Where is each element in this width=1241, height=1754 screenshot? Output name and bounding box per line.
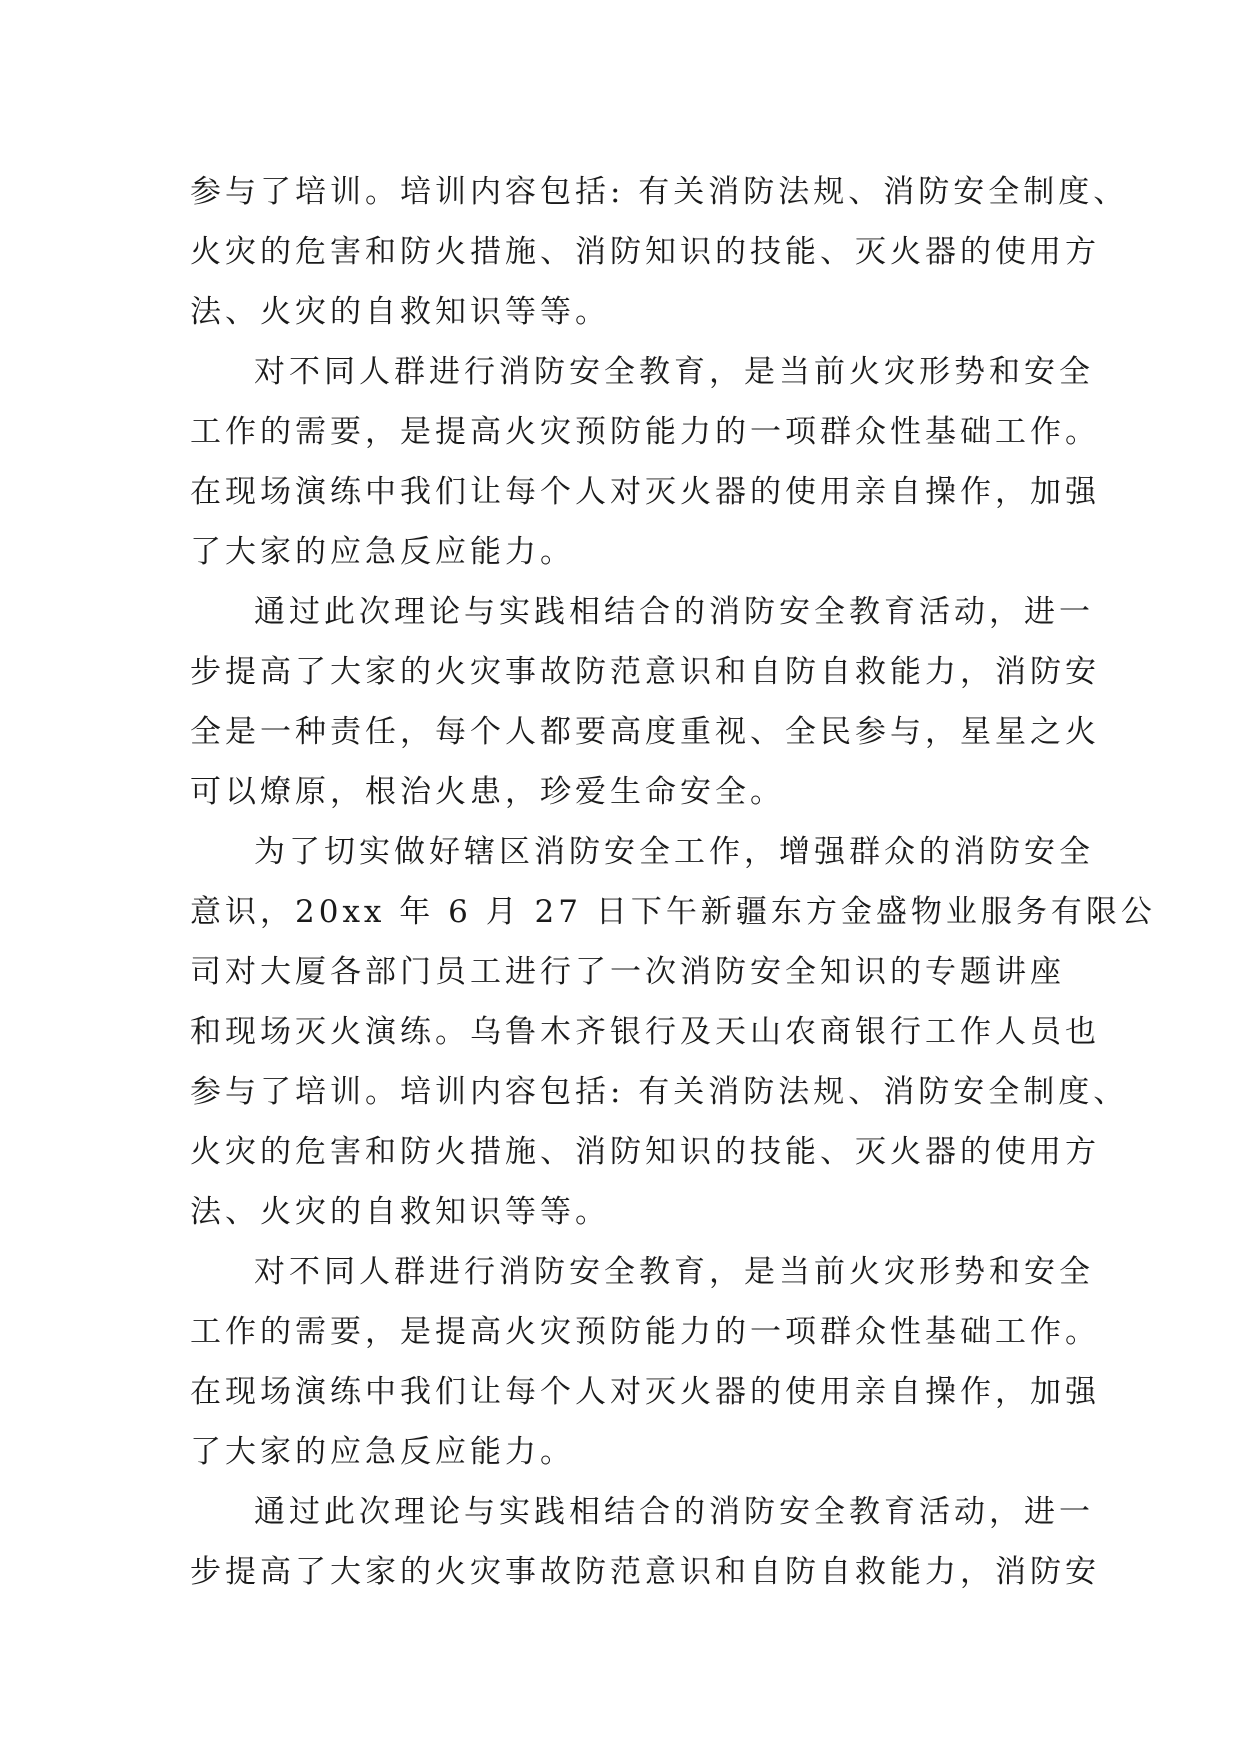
text-line: 步提高了大家的火灾事故防范意识和自防自救能力，消防安 xyxy=(190,1554,1100,1590)
document-body xyxy=(190,162,1156,1602)
paragraph-start-line: 通过此次理论与实践相结合的消防安全教育活动，进一 xyxy=(254,594,1094,630)
paragraph-start-line: 通过此次理论与实践相结合的消防安全教育活动，进一 xyxy=(254,1494,1094,1530)
text-line: 参与了培训。培训内容包括: 有关消防法规、消防安全制度、 xyxy=(190,174,1129,210)
text-line: 工作的需要，是提高火灾预防能力的一项群众性基础工作。 xyxy=(190,1314,1100,1350)
text-line: 和现场灭火演练。乌鲁木齐银行及天山农商银行工作人员也 xyxy=(190,1014,1100,1050)
text-line: 在现场演练中我们让每个人对灭火器的使用亲自操作，加强 xyxy=(190,474,1100,510)
text-line: 在现场演练中我们让每个人对灭火器的使用亲自操作，加强 xyxy=(190,1374,1100,1410)
paragraph-start-line: 为了切实做好辖区消防安全工作，增强群众的消防安全 xyxy=(254,834,1094,870)
text-line: 司对大厦各部门员工进行了一次消防安全知识的专题讲座 xyxy=(190,954,1065,990)
text-line: 火灾的危害和防火措施、消防知识的技能、灭火器的使用方 xyxy=(190,1134,1100,1170)
text-line: 全是一种责任，每个人都要高度重视、全民参与，星星之火 xyxy=(190,714,1100,750)
text-line: 步提高了大家的火灾事故防范意识和自防自救能力，消防安 xyxy=(190,654,1100,690)
text-line: 法、火灾的自救知识等等。 xyxy=(190,1194,610,1230)
paragraph-start-line: 对不同人群进行消防安全教育，是当前火灾形势和安全 xyxy=(254,354,1094,390)
text-line: 法、火灾的自救知识等等。 xyxy=(190,294,610,330)
text-line: 工作的需要，是提高火灾预防能力的一项群众性基础工作。 xyxy=(190,414,1100,450)
text-line: 意识，20xx 年 6 月 27 日下午新疆东方金盛物业服务有限公 xyxy=(190,894,1156,930)
text-line: 了大家的应急反应能力。 xyxy=(190,1434,575,1470)
text-line: 参与了培训。培训内容包括: 有关消防法规、消防安全制度、 xyxy=(190,1074,1129,1110)
paragraph-start-line: 对不同人群进行消防安全教育，是当前火灾形势和安全 xyxy=(254,1254,1094,1290)
text-line: 了大家的应急反应能力。 xyxy=(190,534,575,570)
text-line: 火灾的危害和防火措施、消防知识的技能、灭火器的使用方 xyxy=(190,234,1100,270)
text-line: 可以燎原，根治火患，珍爱生命安全。 xyxy=(190,774,785,810)
